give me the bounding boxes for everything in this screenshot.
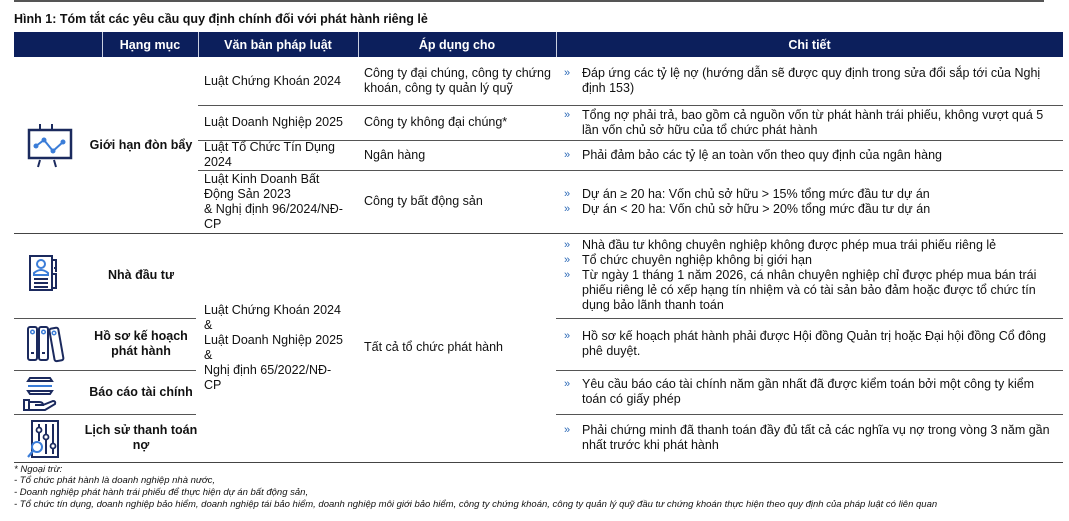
header-divider (556, 32, 557, 57)
header-divider (358, 32, 359, 57)
detail-cell (558, 105, 1058, 140)
detail-bullet: » Từ ngày 1 tháng 1 năm 2026, cá nhân chuyên nghiệp chỉ được phép mua bán trái phiếu riêng lẻ có xếp hạng tín nhiệm và có tài sản bảo đảm hoặc được tổ chức tín dụng bảo lãnh thanh toán (558, 268, 1058, 313)
bullet-marker: » (564, 67, 571, 79)
bullet-marker: » (564, 187, 571, 200)
header-divider (102, 32, 103, 57)
law-cell: Luật Doanh Nghiệp 2025 (204, 115, 344, 129)
category-investor: Nhà đầu tư (108, 268, 174, 282)
top-rule (14, 0, 1044, 2)
footnote: * Ngoại trừ: (14, 464, 63, 475)
applies-to-cell: Công ty không đại chúng* (364, 115, 508, 129)
category-financial-report: Báo cáo tài chính (89, 384, 193, 399)
figure-title: Hình 1: Tóm tắt các yêu cầu quy định chính đối với phát hành riêng lẻ (14, 12, 428, 26)
shared-law-cell: Luật Chứng Khoán 2024 & Luật Doanh Nghiệp 2025 & Nghị định 65/2022/NĐ- CP (204, 302, 344, 392)
bullet-marker: » (564, 148, 571, 161)
law-cell: Luật Chứng Khoán 2024 (204, 73, 341, 88)
detail-cell (558, 370, 1058, 414)
applies-to-cell: Công ty bất động sản (364, 194, 483, 208)
bullet-marker: » (564, 424, 571, 436)
shared-applies-to-cell: Tất cả tổ chức phát hành (364, 340, 504, 354)
detail-bullet: » Dự án < 20 ha: Vốn chủ sở hữu > 20% tổng mức đầu tư dự án (558, 202, 1058, 217)
hand-stack-icon (22, 374, 62, 412)
category-leverage: Giới hạn đòn bẩy (89, 137, 193, 152)
applies-to-cell: Ngân hàng (364, 147, 426, 162)
header-icon-col (14, 32, 102, 57)
audit-sliders-icon (26, 419, 60, 459)
detail-cell (558, 318, 1058, 370)
footnote: - Doanh nghiệp phát hành trái phiếu để thực hiện dự án bất động sản, (14, 487, 309, 498)
bullet-marker: » (564, 202, 571, 215)
detail-bullet: » Dự án ≥ 20 ha: Vốn chủ sở hữu > 15% tổng mức đầu tư dự án (558, 187, 1058, 202)
presentation-chart-icon (26, 122, 76, 168)
header-category: Hạng mục (102, 32, 198, 57)
detail-cell (558, 233, 1058, 318)
detail-bullet: » Yêu cầu báo cáo tài chính năm gần nhất đã được kiểm toán bởi một công ty kiểm toán có giấy phép (558, 377, 1058, 407)
detail-cell (558, 170, 1058, 233)
detail-cell (558, 57, 1058, 105)
bullet-marker: » (564, 239, 571, 251)
footnote: - Tổ chức tín dụng, doanh nghiệp bảo hiểm, doanh nghiệp tái bảo hiểm, doanh nghiệp môi giới bảo hiểm, công ty chứng khoán, công ty quản lý quỹ đầu tư chứng khoán thực hiện theo quy định của pháp luật có liên quan (14, 499, 938, 510)
header-divider (198, 32, 199, 57)
bullet-marker: » (564, 108, 571, 121)
header-detail: Chi tiết (556, 32, 1063, 57)
category-dossier: Hồ sơ kế hoạch phát hành (94, 329, 188, 358)
binders-icon (26, 325, 66, 363)
investor-profile-icon (28, 254, 62, 294)
detail-bullet: » Nhà đầu tư không chuyên nghiệp không được phép mua trái phiếu riêng lẻ (558, 238, 1058, 253)
applies-to-cell: Công ty đại chúng, công ty chứng khoán, công ty quản lý quỹ (364, 66, 551, 95)
detail-bullet: » Hồ sơ kế hoạch phát hành phải được Hội đồng Quản trị hoặc Đại hội đồng Cổ đông phê duyệt. (558, 329, 1058, 359)
header-applies-to: Áp dụng cho (358, 32, 556, 57)
detail-bullet: » Phải đảm bảo các tỷ lệ an toàn vốn theo quy định của ngân hàng (558, 148, 1058, 163)
detail-cell (558, 414, 1058, 462)
header-law: Văn bản pháp luật (198, 32, 358, 57)
bullet-marker: » (564, 378, 571, 390)
detail-cell (558, 140, 1058, 170)
bullet-marker: » (564, 269, 571, 281)
table-bottom-rule (14, 462, 1063, 463)
category-debt-history: Lịch sử thanh toán nợ (84, 423, 198, 452)
bullet-marker: » (564, 330, 571, 342)
law-cell: Luật Kinh Doanh Bất Động Sản 2023 & Nghị định 96/2024/NĐ- CP (204, 171, 343, 231)
law-cell: Luật Tổ Chức Tín Dụng 2024 (204, 140, 335, 169)
detail-bullet: » Tổ chức chuyên nghiệp không bị giới hạn (558, 253, 1058, 268)
detail-bullet: » Tổng nợ phải trả, bao gồm cả nguồn vốn từ phát hành trái phiếu, không vượt quá 5 lần vốn chủ sở hữu của tổ chức phát hành (558, 108, 1058, 138)
footnote: - Tổ chức phát hành là doanh nghiệp nhà nước, (14, 475, 216, 486)
detail-bullet: » Đáp ứng các tỷ lệ nợ (hướng dẫn sẽ được quy định trong sửa đổi sắp tới của Nghị định 153) (558, 66, 1058, 96)
detail-bullet: » Phải chứng minh đã thanh toán đầy đủ tất cả các nghĩa vụ nợ trong vòng 3 năm gần nhất trước khi phát hành (558, 423, 1058, 453)
bullet-marker: » (564, 254, 571, 266)
